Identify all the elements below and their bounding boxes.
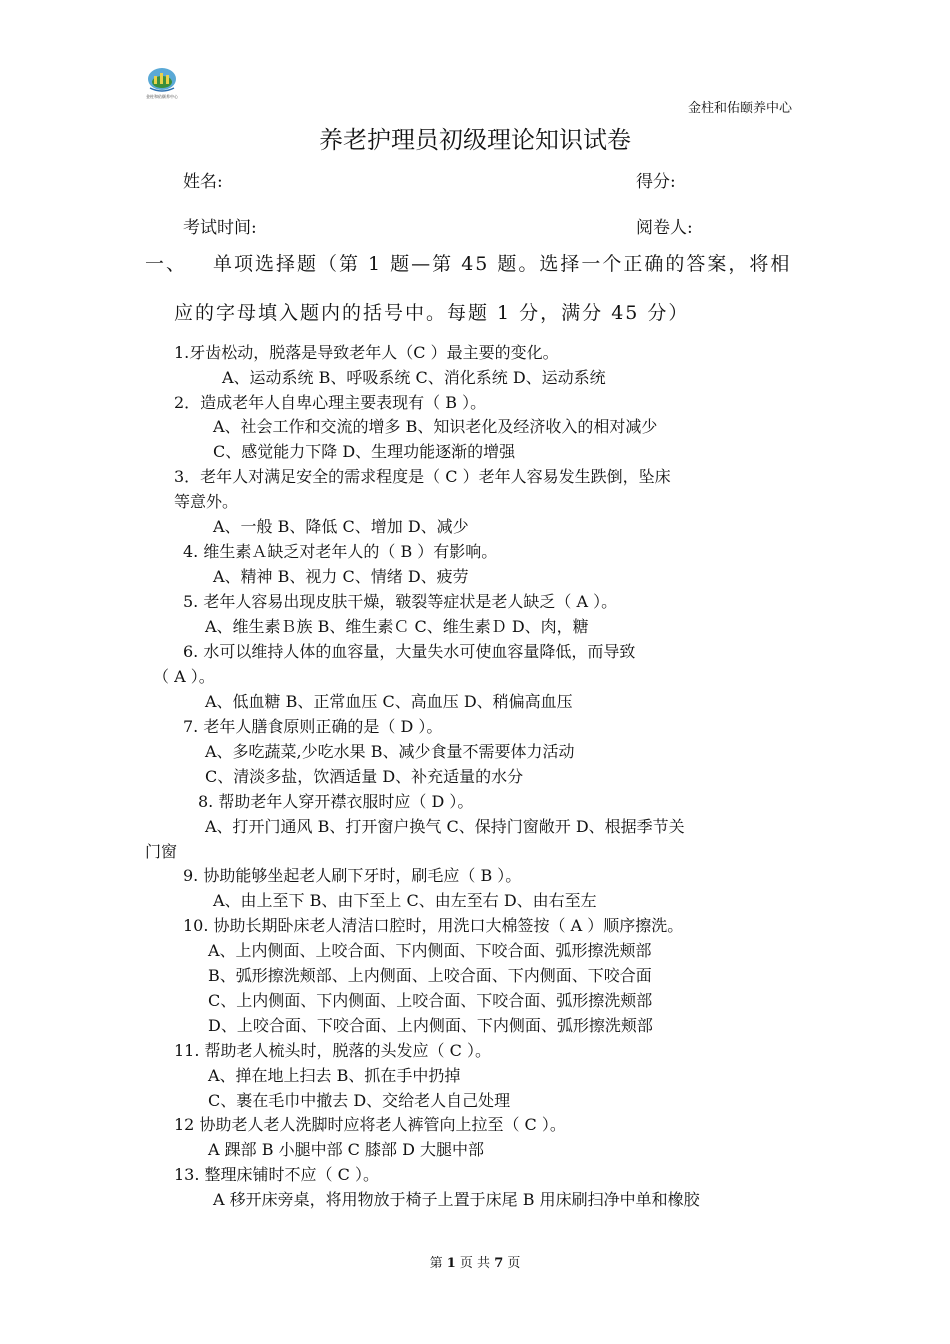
question-line: 11. 帮助老人梳头时，脱落的头发应（ C ）。 [174, 1041, 491, 1060]
question-line: A、一般 B、降低 C、增加 D、减少 [213, 517, 469, 536]
total-pages: 7 [494, 1256, 504, 1271]
page-footer [0, 1252, 950, 1271]
question-line: A、上内侧面、上咬合面、下内侧面、下咬合面、弧形擦洗颊部 [208, 941, 652, 960]
section-instruction: 单项选择题（第 1 题—第 45 题。选择一个正确的答案，将相 [213, 253, 792, 275]
question-line: A 移开床旁桌，将用物放于椅子上置于床尾 B 用床刷扫净中单和橡胶 [213, 1190, 700, 1209]
name-field-label: 姓名: [183, 172, 223, 192]
question-line: 3．老年人对满足安全的需求程度是（ C ）老年人容易发生跌倒，坠床 [174, 467, 671, 486]
exam-time-field-label: 考试时间: [183, 218, 257, 238]
question-line: 13. 整理床铺时不应（ C ）。 [174, 1165, 379, 1184]
question-line: 2．造成老年人自卑心理主要表现有（ B ）。 [174, 393, 487, 412]
question-line: A、精神 B、视力 C、情绪 D、疲劳 [213, 567, 469, 586]
question-line: A、掸在地上扫去 B、抓在手中扔掉 [208, 1066, 461, 1085]
logo-caption: 金柱和佑颐养中心 [146, 94, 178, 99]
current-page-number: 1 [446, 1256, 456, 1271]
question-line: 1.牙齿松动，脱落是导致老年人（C ）最主要的变化。 [174, 343, 559, 362]
question-line: 门窗 [145, 842, 178, 861]
footer-prefix: 第 [429, 1256, 443, 1271]
question-line: C、裹在毛巾中撤去 D、交给老人自己处理 [208, 1091, 511, 1110]
section-number: 一、 [145, 253, 188, 275]
question-line: 6. 水可以维持人体的血容量，大量失水可使血容量降低，而导致 [183, 642, 636, 661]
question-line: 10. 协助长期卧床老人清洁口腔时，用洗口大棉签按（ A ）顺序擦洗。 [183, 916, 684, 935]
question-line: A、由上至下 B、由下至上 C、由左至右 D、由右至左 [213, 891, 597, 910]
question-line: C、清淡多盐，饮酒适量 D、补充适量的水分 [205, 767, 524, 786]
question-line: D、上咬合面、下咬合面、上内侧面、下内侧面、弧形擦洗颊部 [208, 1016, 653, 1035]
footer-suffix: 页 [507, 1256, 521, 1271]
question-line: 等意外。 [174, 492, 239, 511]
question-line: A、打开门通风 B、打开窗户换气 C、保持门窗敞开 D、根据季节关 [205, 817, 685, 836]
footer-middle: 页 共 [459, 1256, 491, 1271]
page-title: 养老护理员初级理论知识试卷 [319, 126, 631, 154]
question-line: A、维生素Ｂ族 B、维生素Ｃ C、维生素Ｄ D、肉，糖 [205, 617, 589, 636]
question-line: （ A ）。 [153, 667, 215, 686]
question-line: C、上内侧面、下内侧面、上咬合面、下咬合面、弧形擦洗颊部 [208, 991, 653, 1010]
question-line: A、多吃蔬菜,少吃水果 B、减少食量不需要体力活动 [205, 742, 575, 761]
score-field-label: 得分: [636, 172, 676, 192]
question-line: 9. 协助能够坐起老人刷下牙时，刷毛应（ B ）。 [183, 866, 522, 885]
section-instruction-cont: 应的字母填入题内的括号中。每题 1 分，满分 45 分） [174, 302, 690, 324]
organization-name: 金柱和佑颐养中心 [688, 101, 793, 116]
question-line: 4. 维生素Ａ缺乏对老年人的（ B ）有影响。 [183, 542, 498, 561]
question-line: C、感觉能力下降 D、生理功能逐渐的增强 [213, 442, 516, 461]
question-line: A、社会工作和交流的增多 B、知识老化及经济收入的相对减少 [213, 417, 658, 436]
question-line: B、弧形擦洗颊部、上内侧面、上咬合面、下内侧面、下咬合面 [208, 966, 652, 985]
grader-field-label: 阅卷人: [636, 218, 693, 238]
question-line: 7. 老年人膳食原则正确的是（ D ）。 [183, 717, 443, 736]
question-line: 8. 帮助老年人穿开襟衣服时应（ D ）。 [198, 792, 474, 811]
question-line: A 踝部 B 小腿中部 C 膝部 D 大腿中部 [208, 1140, 484, 1159]
question-line: 5. 老年人容易出现皮肤干燥，皲裂等症状是老人缺乏（ A ）。 [183, 592, 618, 611]
question-line: 12 协助老人老人洗脚时应将老人裤管向上拉至（ C ）。 [174, 1115, 566, 1134]
center-logo [140, 64, 184, 108]
question-line: A、低血糖 B、正常血压 C、高血压 D、稍偏高血压 [205, 692, 573, 711]
question-line: A、运动系统 B、呼吸系统 C、消化系统 D、运动系统 [222, 368, 606, 387]
